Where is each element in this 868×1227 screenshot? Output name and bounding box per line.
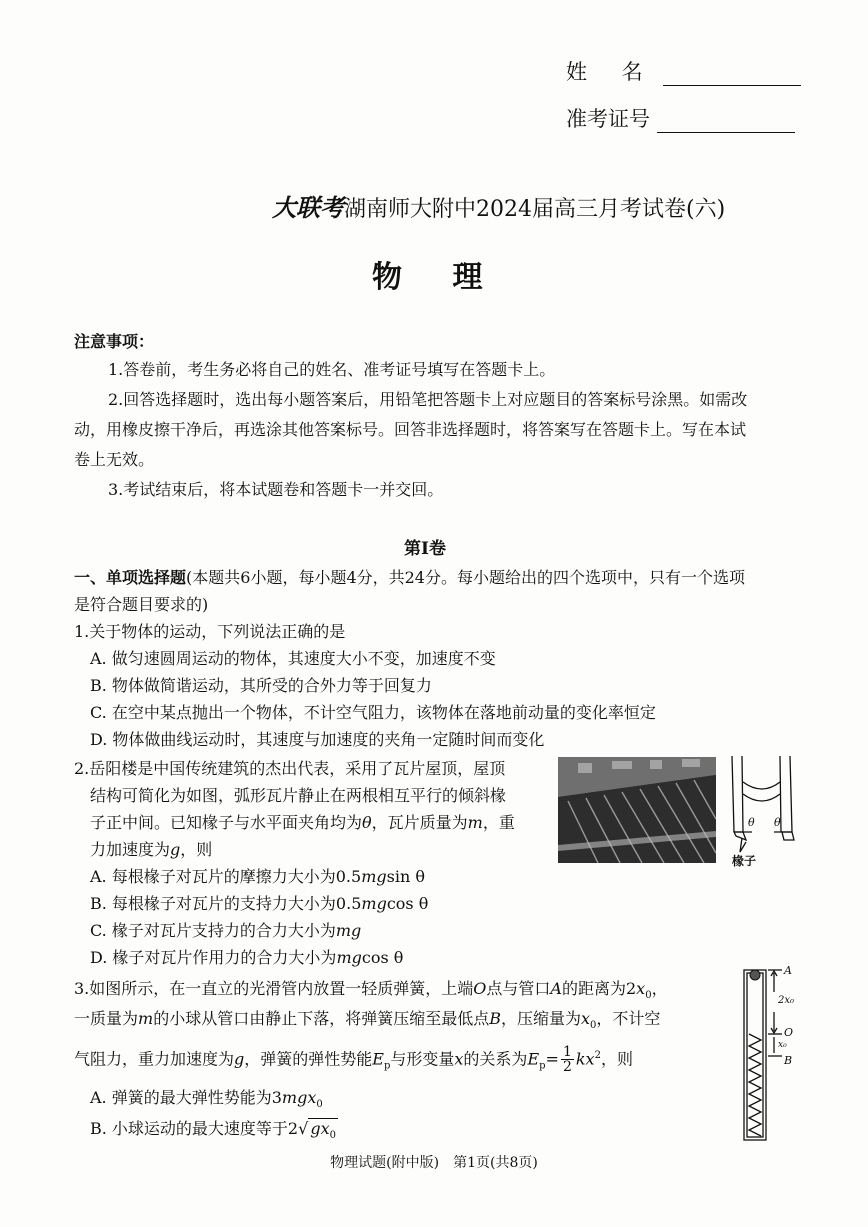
section-1-line-2: 是符合题目要求的) [74, 595, 209, 614]
q3-text: ， [651, 979, 668, 998]
q2-option-c [90, 917, 361, 944]
q3-text: ，压缩量为 [500, 1009, 581, 1028]
q3-text: ，不计空 [596, 1009, 661, 1028]
q3-text: 一质量为 [74, 1009, 139, 1028]
roof-photo-image [558, 757, 716, 863]
q3-point-a: A [550, 979, 562, 998]
notice-item-2-line-2: 动，用橡皮擦干净后，再选涂其他答案标号。回答非选择题时，将答案写在答题卡上。写在本试 [74, 420, 747, 439]
tube-label-o: O [784, 1026, 794, 1039]
q1-option-c: C. 在空中某点抛出一个物体，不计空气阻力，该物体在落地前动量的变化率恒定 [90, 703, 656, 722]
q3-mass: m [138, 1009, 154, 1028]
tube-label-x0: x₀ [778, 1040, 787, 1050]
q2-option-d [90, 944, 403, 971]
q2-g: g [170, 840, 181, 859]
q3-stem-line-2 [74, 1005, 660, 1039]
q3-energy: E [372, 1049, 384, 1069]
q2-c-math: mg [335, 921, 362, 940]
notice-heading: 注意事项： [74, 332, 155, 351]
tube-diagram-svg [738, 964, 804, 1146]
q2-theta: θ [362, 813, 372, 832]
brand-logo: 大联考 [272, 193, 344, 222]
q3-b-sqrt [308, 1118, 338, 1142]
section-1-line-1 [74, 564, 745, 591]
page-footer: 物理试题(附中版) 第1页(共8页) [330, 1155, 538, 1171]
q3-tube-diagram [738, 964, 804, 1146]
name-field [566, 56, 801, 86]
q3-sub: 0 [590, 1020, 597, 1032]
q1-stem: 1.关于物体的运动，下列说法正确的是 [74, 622, 346, 641]
notice-item-3: 3.考试结束后，将本试题卷和答题卡一并交回。 [108, 480, 444, 499]
q3-b-radicand: gx [310, 1119, 330, 1138]
q3-a-sub: 0 [316, 1099, 323, 1111]
sqrt-sign-icon: √ [298, 1119, 309, 1138]
section-1-heading: 一、单项选择题 [74, 568, 187, 587]
q2-b-math: mg [361, 894, 387, 913]
q3-x: x [454, 1049, 464, 1069]
q3-text: 与形变量 [390, 1049, 455, 1069]
q3-g: g [234, 1049, 245, 1069]
rafter-theta-right: θ [774, 816, 781, 829]
exam-title [272, 188, 725, 223]
q2-text: 力加速度为 [90, 840, 171, 859]
q2-b-post: cos θ [386, 894, 429, 913]
subject-title: 物 理 [372, 260, 485, 295]
q3-energy: E [527, 1049, 540, 1069]
notice-item-2-line-1: 2.回答选择题时，选出每小题答案后，用铅笔把答题卡上对应题目的答案标号涂黑。如需改 [108, 390, 748, 409]
q3-text: 气阻力，重力加速度为 [74, 1049, 235, 1069]
q3-text: 3.如图所示，在一直立的光滑管内放置一轻质弹簧，上端 [74, 979, 474, 998]
name-label: 姓 名 [566, 60, 657, 84]
q3-sub: 0 [645, 990, 652, 1002]
q3-equals: = [545, 1049, 559, 1069]
q3-a-text: A. 弹簧的最大弹性势能为3 [90, 1088, 282, 1107]
q3-text: 的小球从管口由静止下落，将弹簧压缩至最低点 [153, 1009, 490, 1028]
q2-d-text: D. 椽子对瓦片作用力的合力大小为 [90, 948, 337, 967]
q1-option-a: A. 做匀速圆周运动的物体，其速度大小不变，加速度不变 [90, 649, 496, 668]
q3-option-a [90, 1084, 323, 1118]
q2-option-a [90, 863, 425, 890]
q2-c-text: C. 椽子对瓦片支持力的合力大小为 [90, 921, 336, 940]
fraction-denominator: 2 [562, 1059, 572, 1076]
exam-id-label: 准考证号 [566, 107, 650, 131]
q2-option-b [90, 890, 428, 917]
exam-id-field [566, 103, 795, 133]
tube-label-2x0: 2x₀ [778, 995, 795, 1006]
q3-text: ，则 [600, 1049, 633, 1069]
q3-a-math: mgx [281, 1088, 317, 1107]
name-blank[interactable] [663, 63, 801, 86]
q3-x: x [636, 979, 646, 998]
q2-d-post: cos θ [361, 948, 404, 967]
q2-text: ，则 [180, 840, 213, 859]
q3-sub: p [539, 1060, 546, 1072]
notice-item-1: 1.答卷前，考生务必将自己的姓名、准考证号填写在答题卡上。 [108, 360, 556, 379]
q2-a-math: mg [361, 867, 387, 886]
exam-title-main: 湖南师大附中2024届高三月考试卷(六) [344, 197, 726, 222]
exam-id-blank[interactable] [657, 110, 795, 133]
tube-label-b: B [784, 1054, 793, 1067]
q3-b-text: B. 小球运动的最大速度等于2 [90, 1119, 299, 1138]
q3-point-o: O [473, 979, 487, 998]
q2-d-math: mg [336, 948, 362, 967]
q2-text: ，瓦片质量为 [371, 813, 468, 832]
q2-stem-line-1: 2.岳阳楼是中国传统建筑的杰出代表，采用了瓦片屋顶，屋顶 [74, 759, 506, 778]
q3-text: 的距离为2 [561, 979, 637, 998]
notice-item-2-line-3: 卷上无效。 [74, 450, 155, 469]
q2-a-post: sin θ [386, 867, 425, 886]
rafter-theta-left: θ [748, 816, 755, 829]
q2-a-text: A. 每根椽子对瓦片的摩擦力大小为0.5 [90, 867, 362, 886]
volume-title: 第Ⅰ卷 [404, 539, 446, 559]
q2-text: ，重 [482, 813, 515, 832]
q1-option-b: B. 物体做简谐运动，其所受的合外力等于回复力 [90, 676, 432, 695]
q2-stem-line-3 [90, 809, 515, 836]
q2-mass: m [467, 813, 483, 832]
rafter-label: 椽子 [732, 854, 757, 868]
q3-text: 的关系为 [463, 1049, 528, 1069]
q3-kx: kx [575, 1049, 595, 1069]
q2-roof-photo [558, 757, 716, 863]
q1-option-d: D. 物体做曲线运动时，其速度与加速度的夹角一定随时间而变化 [90, 730, 545, 749]
q3-option-b [90, 1115, 338, 1149]
section-1-desc: (本题共6小题，每小题4分，共24分。每小题给出的四个选项中，只有一个选项 [186, 568, 745, 587]
q3-text: ，弹簧的弹性势能 [244, 1049, 373, 1069]
q3-b-sub: 0 [329, 1130, 336, 1142]
q2-rafter-diagram [726, 754, 802, 870]
q3-sup: 2 [594, 1050, 601, 1061]
q2-stem-line-4 [90, 836, 212, 863]
q3-stem-line-3 [74, 1040, 633, 1083]
fraction-numerator: 1 [562, 1044, 572, 1061]
q2-stem-line-2: 结构可简化为如图，弧形瓦片静止在两根相互平行的倾斜椽 [90, 786, 507, 805]
q2-text: 子正中间。已知椽子与水平面夹角均为 [90, 813, 363, 832]
q3-x: x [580, 1009, 591, 1028]
q3-text: 点与管口 [486, 979, 551, 998]
q3-point-b: B [489, 1009, 501, 1028]
q3-sub: p [383, 1060, 391, 1072]
q3-fraction [561, 1045, 574, 1074]
tube-label-a: A [784, 964, 792, 977]
q2-b-text: B. 每根椽子对瓦片的支持力大小为0.5 [90, 894, 362, 913]
